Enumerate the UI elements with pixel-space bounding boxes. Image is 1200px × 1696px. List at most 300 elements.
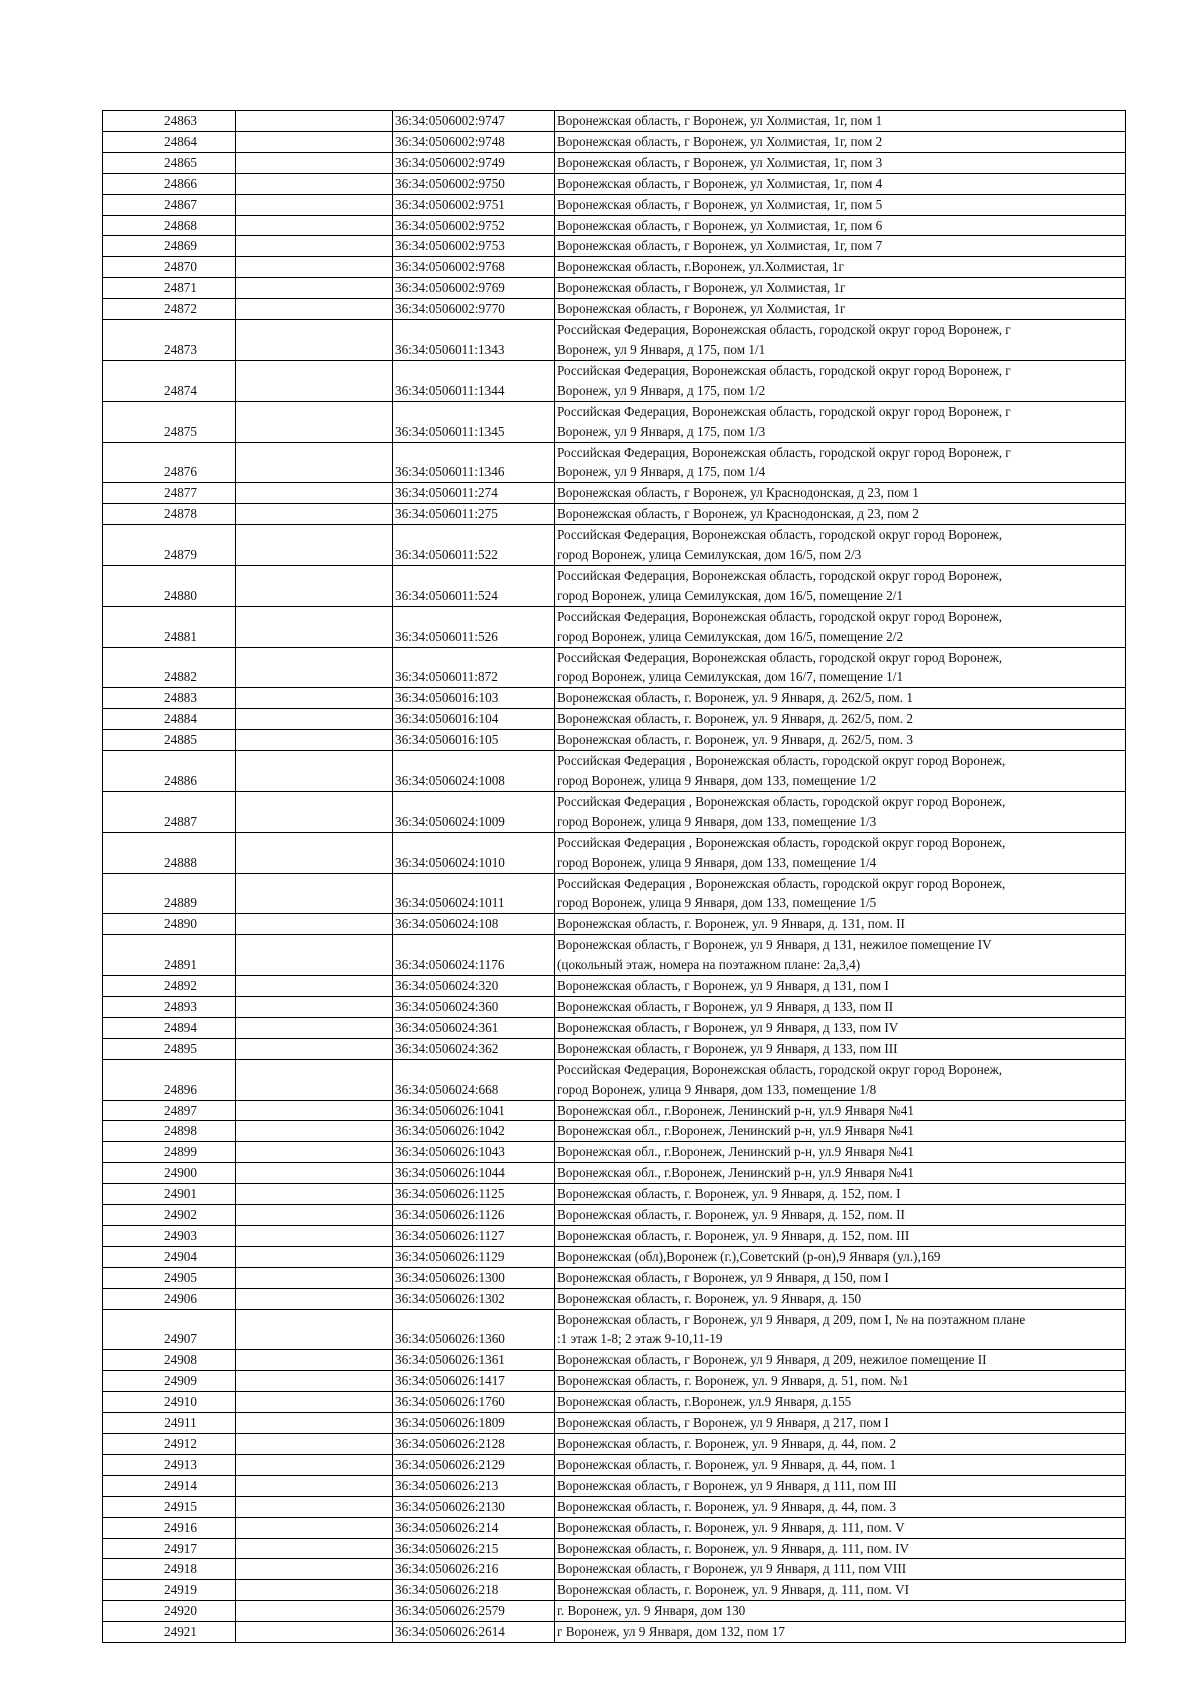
table-row bbox=[103, 1225, 1126, 1246]
row-number-cell: 24899 bbox=[103, 1142, 236, 1163]
cadastral-number-cell: 36:34:0506026:216 bbox=[393, 1559, 555, 1580]
empty-cell bbox=[236, 1163, 393, 1184]
address-cell bbox=[555, 606, 1126, 647]
table-row bbox=[103, 1538, 1126, 1559]
cadastral-number-cell: 36:34:0506024:320 bbox=[393, 976, 555, 997]
cadastral-number-cell: 36:34:0506026:1129 bbox=[393, 1246, 555, 1267]
row-number-cell: 24892 bbox=[103, 976, 236, 997]
cadastral-number-cell: 36:34:0506026:1042 bbox=[393, 1121, 555, 1142]
address-line-2: город Воронеж, улица Семилукская, дом 16/5, помещение 2/1 bbox=[557, 587, 904, 603]
table-row bbox=[103, 1350, 1126, 1371]
cadastral-number-cell: 36:34:0506002:9750 bbox=[393, 173, 555, 194]
cadastral-number-cell: 36:34:0506024:1008 bbox=[393, 751, 555, 792]
cadastral-number-cell: 36:34:0506016:104 bbox=[393, 709, 555, 730]
address-cell: Воронежская область, г Воронеж, ул Холмистая, 1г bbox=[555, 278, 1126, 299]
address-line-1: Российская Федерация, Воронежская область, городской округ город Воронеж, г bbox=[557, 444, 1011, 460]
address-cell: Воронежская область, г. Воронеж, ул. 9 Января, д. 111, пом. VI bbox=[555, 1580, 1126, 1601]
cadastral-number-cell: 36:34:0506002:9768 bbox=[393, 257, 555, 278]
row-number-cell: 24918 bbox=[103, 1559, 236, 1580]
empty-cell bbox=[236, 914, 393, 935]
address-cell: Воронежская область, г. Воронеж, ул. 9 Января, д. 150 bbox=[555, 1288, 1126, 1309]
address-cell: Воронежская область, г Воронеж, ул Холмистая, 1г, пом 5 bbox=[555, 194, 1126, 215]
row-number-cell: 24868 bbox=[103, 215, 236, 236]
row-number-cell: 24865 bbox=[103, 152, 236, 173]
table-row bbox=[103, 401, 1126, 442]
address-line-2: город Воронеж, улица 9 Января, дом 133, помещение 1/5 bbox=[557, 895, 877, 911]
row-number-cell: 24870 bbox=[103, 257, 236, 278]
address-line-2: город Воронеж, улица Семилукская, дом 16/5, пом 2/3 bbox=[557, 547, 862, 563]
row-number-cell: 24897 bbox=[103, 1100, 236, 1121]
row-number-cell: 24877 bbox=[103, 483, 236, 504]
table-row bbox=[103, 131, 1126, 152]
empty-cell bbox=[236, 832, 393, 873]
row-number-cell: 24901 bbox=[103, 1184, 236, 1205]
table-row bbox=[103, 606, 1126, 647]
address-line-2: город Воронеж, улица 9 Января, дом 133, помещение 1/2 bbox=[557, 773, 877, 788]
address-cell: Воронежская область, г Воронеж, ул 9 Января, д 111, пом VIII bbox=[555, 1559, 1126, 1580]
cadastral-number-cell: 36:34:0506026:214 bbox=[393, 1517, 555, 1538]
empty-cell bbox=[236, 1475, 393, 1496]
table-row bbox=[103, 1622, 1126, 1643]
row-number-cell: 24886 bbox=[103, 751, 236, 792]
table-row bbox=[103, 1371, 1126, 1392]
row-number-cell: 24896 bbox=[103, 1059, 236, 1100]
table-row bbox=[103, 194, 1126, 215]
address-cell bbox=[555, 873, 1126, 914]
registry-table bbox=[102, 110, 1126, 1643]
cadastral-number-cell: 36:34:0506026:1126 bbox=[393, 1205, 555, 1226]
cadastral-number-cell: 36:34:0506002:9749 bbox=[393, 152, 555, 173]
address-cell: Воронежская область, г Воронеж, ул Холмистая, 1г, пом 4 bbox=[555, 173, 1126, 194]
cadastral-number-cell: 36:34:0506016:105 bbox=[393, 730, 555, 751]
cadastral-number-cell: 36:34:0506026:1809 bbox=[393, 1413, 555, 1434]
address-cell: Воронежская область, г Воронеж, ул Холмистая, 1г, пом 1 bbox=[555, 111, 1126, 132]
cadastral-number-cell: 36:34:0506002:9752 bbox=[393, 215, 555, 236]
cadastral-number-cell: 36:34:0506002:9753 bbox=[393, 236, 555, 257]
address-line-2: Воронеж, ул 9 Января, д 175, пом 1/4 bbox=[557, 464, 766, 480]
empty-cell bbox=[236, 299, 393, 320]
empty-cell bbox=[236, 483, 393, 504]
table-row bbox=[103, 1434, 1126, 1455]
cadastral-number-cell: 36:34:0506026:1300 bbox=[393, 1267, 555, 1288]
row-number-cell: 24864 bbox=[103, 131, 236, 152]
empty-cell bbox=[236, 525, 393, 566]
row-number-cell: 24888 bbox=[103, 832, 236, 873]
row-number-cell: 24871 bbox=[103, 278, 236, 299]
empty-cell bbox=[236, 1017, 393, 1038]
empty-cell bbox=[236, 1184, 393, 1205]
empty-cell bbox=[236, 360, 393, 401]
row-number-cell: 24921 bbox=[103, 1622, 236, 1643]
address-cell: Воронежская область, г.Воронеж, ул.Холмистая, 1г bbox=[555, 257, 1126, 278]
table-row bbox=[103, 1601, 1126, 1622]
address-cell: Воронежская область, г Воронеж, ул 9 Января, д 133, пом IV bbox=[555, 1017, 1126, 1038]
address-cell: Воронежская область, г Воронеж, ул Краснодонская, д 23, пом 1 bbox=[555, 483, 1126, 504]
table-row bbox=[103, 442, 1126, 483]
address-cell bbox=[555, 565, 1126, 606]
row-number-cell: 24878 bbox=[103, 504, 236, 525]
row-number-cell: 24883 bbox=[103, 688, 236, 709]
address-line-1: Российская Федерация , Воронежская область, городской округ город Воронеж, bbox=[557, 875, 1006, 891]
cadastral-number-cell: 36:34:0506026:2130 bbox=[393, 1496, 555, 1517]
table-row bbox=[103, 709, 1126, 730]
table-row bbox=[103, 996, 1126, 1017]
cadastral-number-cell: 36:34:0506024:668 bbox=[393, 1059, 555, 1100]
table-row bbox=[103, 976, 1126, 997]
empty-cell bbox=[236, 1371, 393, 1392]
address-cell: Воронежская область, г. Воронеж, ул. 9 Января, д. 152, пом. III bbox=[555, 1225, 1126, 1246]
address-line-2: город Воронеж, улица 9 Января, дом 133, помещение 1/8 bbox=[557, 1081, 877, 1097]
table-row bbox=[103, 236, 1126, 257]
address-line-1: Воронежская область, г Воронеж, ул 9 Января, д 209, пом I, № на поэтажном плане bbox=[557, 1311, 1026, 1327]
address-cell bbox=[555, 320, 1126, 361]
row-number-cell: 24880 bbox=[103, 565, 236, 606]
address-line-2: город Воронеж, улица 9 Января, дом 133, помещение 1/4 bbox=[557, 854, 877, 870]
address-line-1: Российская Федерация , Воронежская область, городской округ город Воронеж, bbox=[557, 753, 1006, 769]
empty-cell bbox=[236, 976, 393, 997]
row-number-cell: 24916 bbox=[103, 1517, 236, 1538]
table-row bbox=[103, 173, 1126, 194]
address-line-2: (цокольный этаж, номера на поэтажном плане: 2а,3,4) bbox=[557, 957, 861, 973]
empty-cell bbox=[236, 1622, 393, 1643]
cadastral-number-cell: 36:34:0506026:1760 bbox=[393, 1392, 555, 1413]
empty-cell bbox=[236, 1454, 393, 1475]
row-number-cell: 24881 bbox=[103, 606, 236, 647]
empty-cell bbox=[236, 791, 393, 832]
table-row bbox=[103, 299, 1126, 320]
empty-cell bbox=[236, 709, 393, 730]
empty-cell bbox=[236, 152, 393, 173]
cadastral-number-cell: 36:34:0506026:1360 bbox=[393, 1309, 555, 1350]
address-line-1: Воронежская область, г Воронеж, ул 9 Января, д 131, нежилое помещение IV bbox=[557, 937, 992, 953]
address-line-2: город Воронеж, улица 9 Января, дом 133, помещение 1/3 bbox=[557, 813, 877, 829]
address-cell bbox=[555, 401, 1126, 442]
address-line-1: Российская Федерация, Воронежская область, городской округ город Воронеж, г bbox=[557, 362, 1011, 378]
row-number-cell: 24869 bbox=[103, 236, 236, 257]
empty-cell bbox=[236, 320, 393, 361]
cadastral-number-cell: 36:34:0506026:1417 bbox=[393, 1371, 555, 1392]
empty-cell bbox=[236, 173, 393, 194]
cadastral-number-cell: 36:34:0506002:9770 bbox=[393, 299, 555, 320]
empty-cell bbox=[236, 873, 393, 914]
address-cell bbox=[555, 791, 1126, 832]
cadastral-number-cell: 36:34:0506024:361 bbox=[393, 1017, 555, 1038]
empty-cell bbox=[236, 257, 393, 278]
address-line-1: Российская Федерация, Воронежская область, городской округ город Воронеж, г bbox=[557, 322, 1011, 338]
address-cell: Воронежская область, г. Воронеж, ул. 9 Января, д. 111, пом. V bbox=[555, 1517, 1126, 1538]
empty-cell bbox=[236, 1309, 393, 1350]
table-row bbox=[103, 1121, 1126, 1142]
row-number-cell: 24872 bbox=[103, 299, 236, 320]
address-cell: Воронежская область, г. Воронеж, ул. 9 Января, д. 111, пом. IV bbox=[555, 1538, 1126, 1559]
cadastral-number-cell: 36:34:0506026:1127 bbox=[393, 1225, 555, 1246]
table-row bbox=[103, 1142, 1126, 1163]
cadastral-number-cell: 36:34:0506011:275 bbox=[393, 504, 555, 525]
address-cell bbox=[555, 360, 1126, 401]
cadastral-number-cell: 36:34:0506024:1009 bbox=[393, 791, 555, 832]
row-number-cell: 24894 bbox=[103, 1017, 236, 1038]
table-row bbox=[103, 1580, 1126, 1601]
address-line-1: Российская Федерация , Воронежская область, городской округ город Воронеж, bbox=[557, 834, 1006, 850]
empty-cell bbox=[236, 1601, 393, 1622]
table-row bbox=[103, 152, 1126, 173]
address-cell: Воронежская область, г Воронеж, ул Холмистая, 1г, пом 3 bbox=[555, 152, 1126, 173]
cadastral-number-cell: 36:34:0506026:2128 bbox=[393, 1434, 555, 1455]
cadastral-number-cell: 36:34:0506011:522 bbox=[393, 525, 555, 566]
address-cell bbox=[555, 525, 1126, 566]
cadastral-number-cell: 36:34:0506011:1346 bbox=[393, 442, 555, 483]
address-line-1: Российская Федерация, Воронежская область, городской округ город Воронеж, bbox=[557, 1061, 1003, 1077]
cadastral-number-cell: 36:34:0506024:362 bbox=[393, 1038, 555, 1059]
empty-cell bbox=[236, 278, 393, 299]
row-number-cell: 24863 bbox=[103, 111, 236, 132]
address-cell: Воронежская область, г Воронеж, ул 9 Января, д 209, нежилое помещение II bbox=[555, 1350, 1126, 1371]
address-line-2: город Воронеж, улица Семилукская, дом 16/7, помещение 1/1 bbox=[557, 669, 904, 685]
empty-cell bbox=[236, 1392, 393, 1413]
row-number-cell: 24912 bbox=[103, 1434, 236, 1455]
table-row bbox=[103, 278, 1126, 299]
empty-cell bbox=[236, 401, 393, 442]
cadastral-number-cell: 36:34:0506024:1011 bbox=[393, 873, 555, 914]
address-cell: Воронежская обл., г.Воронеж, Ленинский р-н, ул.9 Января №41 bbox=[555, 1142, 1126, 1163]
empty-cell bbox=[236, 606, 393, 647]
address-cell bbox=[555, 832, 1126, 873]
table-row bbox=[103, 1496, 1126, 1517]
address-cell bbox=[555, 751, 1126, 792]
table-row bbox=[103, 1559, 1126, 1580]
address-cell bbox=[555, 442, 1126, 483]
row-number-cell: 24866 bbox=[103, 173, 236, 194]
table-row bbox=[103, 1246, 1126, 1267]
address-cell: Воронежская область, г Воронеж, ул 9 Января, д 217, пом I bbox=[555, 1413, 1126, 1434]
row-number-cell: 24920 bbox=[103, 1601, 236, 1622]
table-row bbox=[103, 565, 1126, 606]
cadastral-number-cell: 36:34:0506011:1344 bbox=[393, 360, 555, 401]
table-row bbox=[103, 1100, 1126, 1121]
row-number-cell: 24904 bbox=[103, 1246, 236, 1267]
address-cell: Воронежская область, г. Воронеж, ул. 9 Января, д. 44, пом. 3 bbox=[555, 1496, 1126, 1517]
row-number-cell: 24898 bbox=[103, 1121, 236, 1142]
table-row bbox=[103, 873, 1126, 914]
address-cell: Воронежская (обл),Воронеж (г.),Советский (р-он),9 Января (ул.),169 bbox=[555, 1246, 1126, 1267]
address-line-2: Воронеж, ул 9 Января, д 175, пом 1/3 bbox=[557, 423, 766, 439]
cadastral-number-cell: 36:34:0506002:9769 bbox=[393, 278, 555, 299]
cadastral-number-cell: 36:34:0506011:274 bbox=[393, 483, 555, 504]
empty-cell bbox=[236, 1142, 393, 1163]
address-line-1: Российская Федерация , Воронежская область, городской округ город Воронеж, bbox=[557, 793, 1006, 809]
empty-cell bbox=[236, 751, 393, 792]
address-cell: г. Воронеж, ул. 9 Января, дом 130 bbox=[555, 1601, 1126, 1622]
table-row bbox=[103, 935, 1126, 976]
address-cell: Воронежская область, г Воронеж, ул 9 Января, д 133, пом III bbox=[555, 1038, 1126, 1059]
cadastral-number-cell: 36:34:0506002:9747 bbox=[393, 111, 555, 132]
empty-cell bbox=[236, 1413, 393, 1434]
empty-cell bbox=[236, 1100, 393, 1121]
empty-cell bbox=[236, 442, 393, 483]
row-number-cell: 24909 bbox=[103, 1371, 236, 1392]
table-row bbox=[103, 1205, 1126, 1226]
table-row bbox=[103, 215, 1126, 236]
row-number-cell: 24867 bbox=[103, 194, 236, 215]
registry-body bbox=[103, 111, 1126, 1643]
cadastral-number-cell: 36:34:0506024:360 bbox=[393, 996, 555, 1017]
table-row bbox=[103, 832, 1126, 873]
cadastral-number-cell: 36:34:0506002:9748 bbox=[393, 131, 555, 152]
address-line-2: Воронеж, ул 9 Января, д 175, пом 1/1 bbox=[557, 341, 766, 357]
address-cell: Воронежская область, г Воронеж, ул 9 Января, д 133, пом II bbox=[555, 996, 1126, 1017]
empty-cell bbox=[236, 504, 393, 525]
table-row bbox=[103, 730, 1126, 751]
empty-cell bbox=[236, 1038, 393, 1059]
row-number-cell: 24876 bbox=[103, 442, 236, 483]
address-cell: Воронежская область, г. Воронеж, ул. 9 Января, д. 51, пом. №1 bbox=[555, 1371, 1126, 1392]
address-line-1: Российская Федерация, Воронежская область, городской округ город Воронеж, bbox=[557, 527, 1003, 543]
row-number-cell: 24900 bbox=[103, 1163, 236, 1184]
table-row bbox=[103, 360, 1126, 401]
table-row bbox=[103, 1059, 1126, 1100]
cadastral-number-cell: 36:34:0506011:524 bbox=[393, 565, 555, 606]
address-line-1: Российская Федерация, Воронежская область, городской округ город Воронеж, bbox=[557, 567, 1003, 583]
address-cell: Воронежская область, г. Воронеж, ул. 9 Января, д. 152, пом. I bbox=[555, 1184, 1126, 1205]
empty-cell bbox=[236, 111, 393, 132]
empty-cell bbox=[236, 1559, 393, 1580]
cadastral-number-cell: 36:34:0506002:9751 bbox=[393, 194, 555, 215]
row-number-cell: 24890 bbox=[103, 914, 236, 935]
address-line-2: :1 этаж 1-8; 2 этаж 9-10,11-19 bbox=[557, 1331, 723, 1347]
empty-cell bbox=[236, 1350, 393, 1371]
empty-cell bbox=[236, 996, 393, 1017]
table-row bbox=[103, 111, 1126, 132]
address-cell: Воронежская область, г. Воронеж, ул. 9 Января, д. 262/5, пом. 1 bbox=[555, 688, 1126, 709]
cadastral-number-cell: 36:34:0506026:1043 bbox=[393, 1142, 555, 1163]
table-row bbox=[103, 525, 1126, 566]
cadastral-number-cell: 36:34:0506026:1044 bbox=[393, 1163, 555, 1184]
cadastral-number-cell: 36:34:0506026:2129 bbox=[393, 1454, 555, 1475]
address-cell bbox=[555, 1309, 1126, 1350]
row-number-cell: 24910 bbox=[103, 1392, 236, 1413]
row-number-cell: 24913 bbox=[103, 1454, 236, 1475]
row-number-cell: 24875 bbox=[103, 401, 236, 442]
empty-cell bbox=[236, 1246, 393, 1267]
row-number-cell: 24891 bbox=[103, 935, 236, 976]
cadastral-number-cell: 36:34:0506026:1302 bbox=[393, 1288, 555, 1309]
address-cell: Воронежская область, г. Воронеж, ул. 9 Января, д. 262/5, пом. 3 bbox=[555, 730, 1126, 751]
cadastral-number-cell: 36:34:0506024:108 bbox=[393, 914, 555, 935]
table-row bbox=[103, 751, 1126, 792]
table-row bbox=[103, 320, 1126, 361]
address-cell: Воронежская область, г.Воронеж, ул.9 Января, д.155 bbox=[555, 1392, 1126, 1413]
cadastral-number-cell: 36:34:0506026:1361 bbox=[393, 1350, 555, 1371]
cadastral-number-cell: 36:34:0506011:526 bbox=[393, 606, 555, 647]
cadastral-number-cell: 36:34:0506026:215 bbox=[393, 1538, 555, 1559]
cadastral-number-cell: 36:34:0506026:1125 bbox=[393, 1184, 555, 1205]
cadastral-number-cell: 36:34:0506016:103 bbox=[393, 688, 555, 709]
table-row bbox=[103, 1309, 1126, 1350]
empty-cell bbox=[236, 1205, 393, 1226]
cadastral-number-cell: 36:34:0506026:213 bbox=[393, 1475, 555, 1496]
empty-cell bbox=[236, 730, 393, 751]
cadastral-number-cell: 36:34:0506026:2579 bbox=[393, 1601, 555, 1622]
empty-cell bbox=[236, 1288, 393, 1309]
row-number-cell: 24885 bbox=[103, 730, 236, 751]
row-number-cell: 24905 bbox=[103, 1267, 236, 1288]
cadastral-number-cell: 36:34:0506011:872 bbox=[393, 647, 555, 688]
empty-cell bbox=[236, 1267, 393, 1288]
row-number-cell: 24889 bbox=[103, 873, 236, 914]
row-number-cell: 24917 bbox=[103, 1538, 236, 1559]
empty-cell bbox=[236, 565, 393, 606]
address-cell: Воронежская область, г Воронеж, ул Холмистая, 1г, пом 7 bbox=[555, 236, 1126, 257]
row-number-cell: 24887 bbox=[103, 791, 236, 832]
row-number-cell: 24911 bbox=[103, 1413, 236, 1434]
table-row bbox=[103, 914, 1126, 935]
address-cell: Воронежская область, г Воронеж, ул 9 Января, д 131, пом I bbox=[555, 976, 1126, 997]
empty-cell bbox=[236, 1225, 393, 1246]
address-cell: г Воронеж, ул 9 Января, дом 132, пом 17 bbox=[555, 1622, 1126, 1643]
address-cell: Воронежская область, г. Воронеж, ул. 9 Января, д. 262/5, пом. 2 bbox=[555, 709, 1126, 730]
table-row bbox=[103, 1038, 1126, 1059]
address-cell: Воронежская область, г Воронеж, ул 9 Января, д 111, пом III bbox=[555, 1475, 1126, 1496]
cadastral-number-cell: 36:34:0506011:1343 bbox=[393, 320, 555, 361]
row-number-cell: 24914 bbox=[103, 1475, 236, 1496]
table-row bbox=[103, 1392, 1126, 1413]
address-cell: Воронежская область, г. Воронеж, ул. 9 Января, д. 131, пом. II bbox=[555, 914, 1126, 935]
empty-cell bbox=[236, 1059, 393, 1100]
address-line-1: Российская Федерация, Воронежская область, городской округ город Воронеж, bbox=[557, 649, 1003, 665]
table-row bbox=[103, 1163, 1126, 1184]
empty-cell bbox=[236, 688, 393, 709]
table-row bbox=[103, 1267, 1126, 1288]
row-number-cell: 24907 bbox=[103, 1309, 236, 1350]
row-number-cell: 24919 bbox=[103, 1580, 236, 1601]
empty-cell bbox=[236, 1496, 393, 1517]
cadastral-number-cell: 36:34:0506026:2614 bbox=[393, 1622, 555, 1643]
table-row bbox=[103, 1517, 1126, 1538]
empty-cell bbox=[236, 236, 393, 257]
row-number-cell: 24893 bbox=[103, 996, 236, 1017]
table-row bbox=[103, 1413, 1126, 1434]
table-row bbox=[103, 647, 1126, 688]
empty-cell bbox=[236, 194, 393, 215]
table-row bbox=[103, 1454, 1126, 1475]
row-number-cell: 24902 bbox=[103, 1205, 236, 1226]
empty-cell bbox=[236, 647, 393, 688]
row-number-cell: 24915 bbox=[103, 1496, 236, 1517]
address-line-1: Российская Федерация, Воронежская область, городской округ город Воронеж, г bbox=[557, 403, 1011, 419]
address-cell: Воронежская область, г Воронеж, ул Холмистая, 1г bbox=[555, 299, 1126, 320]
table-row bbox=[103, 1017, 1126, 1038]
cadastral-number-cell: 36:34:0506024:1010 bbox=[393, 832, 555, 873]
row-number-cell: 24879 bbox=[103, 525, 236, 566]
row-number-cell: 24903 bbox=[103, 1225, 236, 1246]
empty-cell bbox=[236, 1434, 393, 1455]
empty-cell bbox=[236, 215, 393, 236]
cadastral-number-cell: 36:34:0506024:1176 bbox=[393, 935, 555, 976]
address-cell: Воронежская область, г Воронеж, ул Холмистая, 1г, пом 2 bbox=[555, 131, 1126, 152]
row-number-cell: 24884 bbox=[103, 709, 236, 730]
empty-cell bbox=[236, 1121, 393, 1142]
empty-cell bbox=[236, 1538, 393, 1559]
table-row bbox=[103, 504, 1126, 525]
table-row bbox=[103, 257, 1126, 278]
address-line-2: город Воронеж, улица Семилукская, дом 16/5, помещение 2/2 bbox=[557, 628, 904, 644]
address-cell: Воронежская область, г Воронеж, ул Холмистая, 1г, пом 6 bbox=[555, 215, 1126, 236]
row-number-cell: 24908 bbox=[103, 1350, 236, 1371]
address-cell bbox=[555, 647, 1126, 688]
address-line-1: Российская Федерация, Воронежская область, городской округ город Воронеж, bbox=[557, 608, 1003, 624]
row-number-cell: 24882 bbox=[103, 647, 236, 688]
address-cell: Воронежская область, г Воронеж, ул 9 Января, д 150, пом I bbox=[555, 1267, 1126, 1288]
